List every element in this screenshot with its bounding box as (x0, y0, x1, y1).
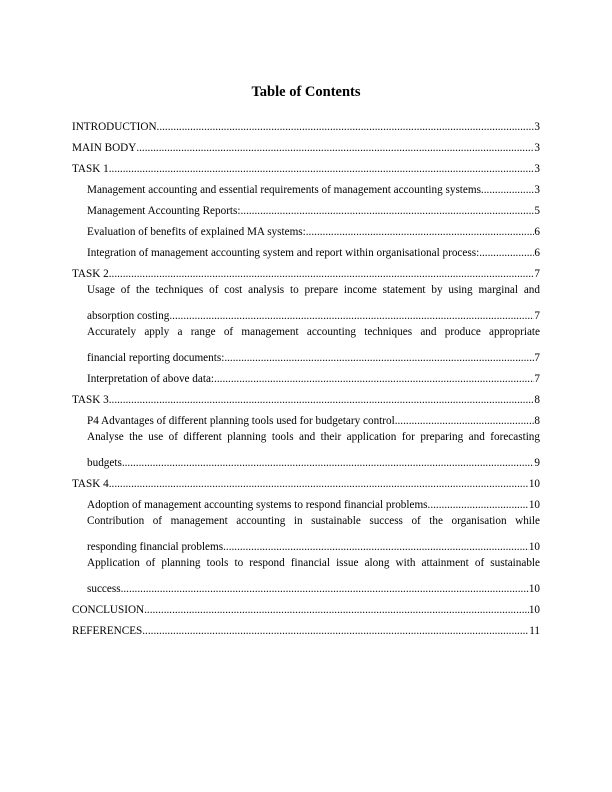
toc-entry-text: REFERENCES (72, 625, 143, 637)
toc-entry-task-1[interactable] (72, 154, 540, 175)
toc-entry-text: TASK 2 (72, 268, 109, 280)
toc-entry-text-line1: Analyse the use of different planning tools and their application for preparing and forecasting (87, 431, 540, 443)
dot-leader (224, 352, 534, 364)
toc-entry-text: Management accounting and essential requirements of management accounting systems. (87, 184, 484, 196)
toc-subentry[interactable] (72, 238, 540, 259)
toc-entry-text: TASK 3 (72, 394, 109, 406)
toc-entry-task-4[interactable] (72, 469, 540, 490)
toc-page-number: 6 (534, 247, 540, 259)
dot-leader (223, 541, 529, 553)
toc-subentry[interactable] (72, 406, 540, 427)
dot-leader (142, 625, 529, 637)
toc-entry-text: Interpretation of above data: (87, 373, 215, 385)
toc-subentry[interactable] (72, 364, 540, 385)
toc-subentry-wrapped[interactable] (72, 427, 540, 469)
toc-entry-text: MAIN BODY (72, 142, 137, 154)
dot-leader (109, 163, 535, 175)
toc-subentry-wrapped[interactable] (72, 511, 540, 553)
toc-page-number: 10 (528, 478, 540, 490)
toc-entry-text: TASK 4 (72, 478, 109, 490)
toc-entry-text-line1: Contribution of management accounting in sustainable success of the organisation while (87, 515, 540, 527)
toc-page-number: 8 (534, 415, 540, 427)
toc-entry-text: INTRODUCTION (72, 121, 157, 133)
toc-entry-text: P4 Advantages of different planning tools used for budgetary control. (87, 415, 398, 427)
dot-leader (240, 205, 534, 217)
toc-subentry-wrapped[interactable] (72, 280, 540, 322)
toc-entry-text: Evaluation of benefits of explained MA systems: (87, 226, 306, 238)
toc-title: Table of Contents (251, 84, 361, 100)
toc-page-number: 10 (528, 499, 540, 511)
toc-entry-text-line1: Usage of the techniques of cost analysis to prepare income statement by using marginal and (87, 284, 540, 296)
toc-entry-text-line1: Application of planning tools to respond financial issue along with attainment of sustainable (87, 557, 540, 569)
toc-page-number: 3 (534, 163, 540, 175)
toc-page-number: 10 (528, 541, 540, 553)
toc-entry-main-body[interactable] (72, 133, 540, 154)
toc-page-number: 7 (534, 352, 540, 364)
table-of-contents (72, 112, 540, 637)
toc-entry-references[interactable] (72, 616, 540, 637)
dot-leader (484, 184, 535, 196)
dot-leader (136, 142, 534, 154)
toc-page-number: 10 (528, 604, 540, 616)
toc-page-number: 3 (534, 142, 540, 154)
toc-entry-text-line2: responding financial problems (87, 541, 224, 553)
toc-entry-text-line1: Accurately apply a range of management accounting techniques and produce appropriate (87, 326, 540, 338)
dot-leader (121, 583, 529, 595)
toc-entry-introduction[interactable] (72, 112, 540, 133)
toc-entry-task-2[interactable] (72, 259, 540, 280)
toc-page-number: 7 (534, 373, 540, 385)
toc-entry-conclusion[interactable] (72, 595, 540, 616)
toc-page-number: 7 (534, 268, 540, 280)
toc-page-number: 7 (534, 310, 540, 322)
toc-subentry-wrapped[interactable] (72, 553, 540, 595)
dot-leader (144, 604, 529, 616)
toc-page-number: 6 (534, 226, 540, 238)
toc-entry-text: Adoption of management accounting systems to respond financial problems (87, 499, 428, 511)
dot-leader (428, 499, 529, 511)
toc-subentry[interactable] (72, 217, 540, 238)
toc-entry-text: CONCLUSION (72, 604, 145, 616)
toc-entry-text-line2: success (87, 583, 121, 595)
toc-subentry-wrapped[interactable] (72, 322, 540, 364)
toc-entry-text-line2: financial reporting documents: (87, 352, 225, 364)
toc-entry-text-line2: absorption costing (87, 310, 170, 322)
dot-leader (479, 247, 534, 259)
toc-page-number: 11 (529, 625, 540, 637)
dot-leader (157, 121, 535, 133)
dot-leader (109, 478, 529, 490)
dot-leader (169, 310, 534, 322)
toc-page-number: 5 (534, 205, 540, 217)
toc-entry-text: TASK 1 (72, 163, 109, 175)
toc-page-number: 8 (534, 394, 540, 406)
toc-page-number: 10 (528, 583, 540, 595)
toc-entry-text: Management Accounting Reports: (87, 205, 241, 217)
toc-page-number: 9 (534, 457, 540, 469)
toc-subentry[interactable] (72, 175, 540, 196)
toc-entry-text: Integration of management accounting system and report within organisational process: (87, 247, 480, 259)
toc-subentry[interactable] (72, 490, 540, 511)
dot-leader (398, 415, 535, 427)
toc-entry-task-3[interactable] (72, 385, 540, 406)
toc-page-number: 3 (534, 184, 540, 196)
dot-leader (214, 373, 534, 385)
toc-entry-text-line2: budgets (87, 457, 122, 469)
toc-page-number: 3 (534, 121, 540, 133)
toc-subentry[interactable] (72, 196, 540, 217)
dot-leader (109, 394, 535, 406)
dot-leader (122, 457, 535, 469)
dot-leader (109, 268, 535, 280)
dot-leader (306, 226, 535, 238)
